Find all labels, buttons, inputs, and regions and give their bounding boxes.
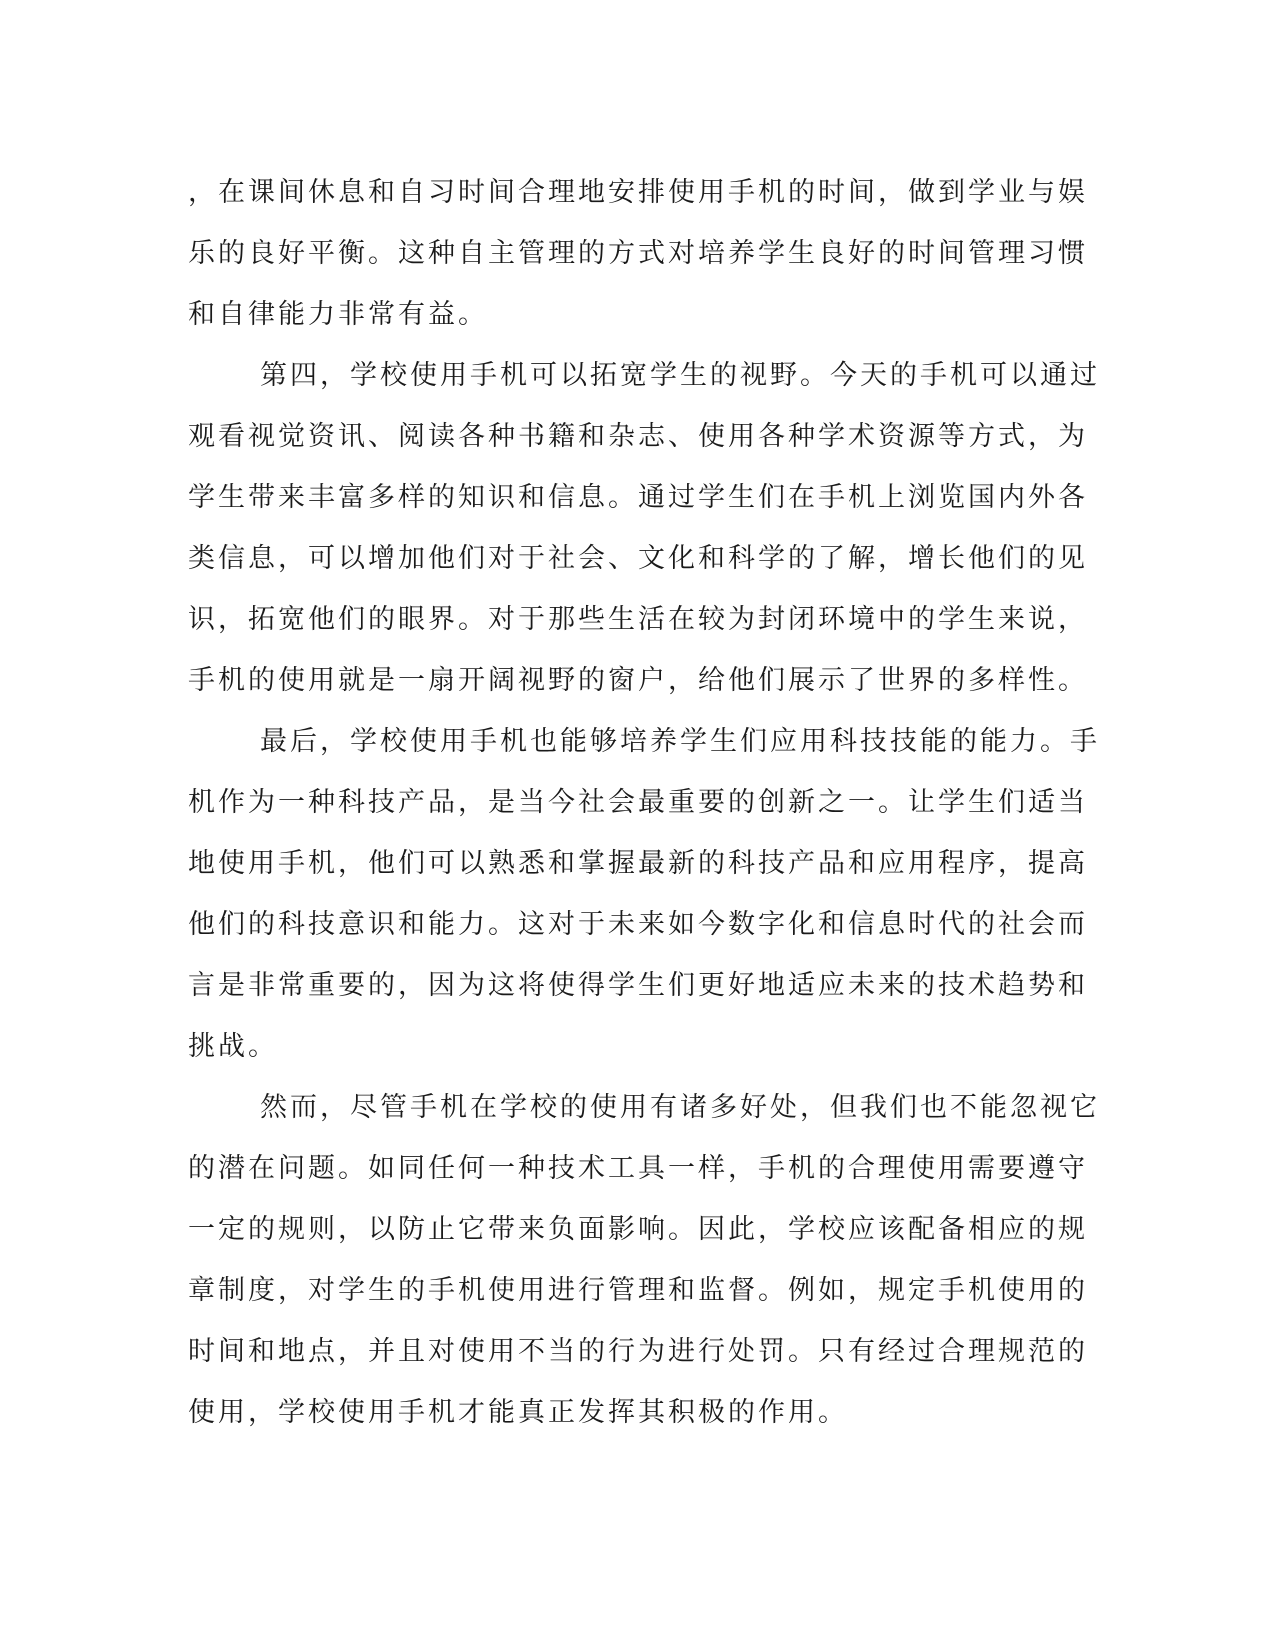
text-line: 观看视觉资讯、阅读各种书籍和杂志、使用各种学术资源等方式，为: [188, 421, 1088, 452]
text-line: 识，拓宽他们的眼界。对于那些生活在较为封闭环境中的学生来说，: [188, 604, 1088, 635]
paragraph-3: [188, 711, 1100, 1077]
paragraph-2: [188, 345, 1100, 711]
text-line: 章制度，对学生的手机使用进行管理和监督。例如，规定手机使用的: [188, 1275, 1088, 1306]
text-line: 地使用手机，他们可以熟悉和掌握最新的科技产品和应用程序，提高: [188, 848, 1088, 879]
text-line: 一定的规则，以防止它带来负面影响。因此，学校应该配备相应的规: [188, 1214, 1088, 1245]
text-line: 第四，学校使用手机可以拓宽学生的视野。今天的手机可以通过: [260, 360, 1100, 391]
text-line: 他们的科技意识和能力。这对于未来如今数字化和信息时代的社会而: [188, 909, 1088, 940]
text-line: 言是非常重要的，因为这将使得学生们更好地适应未来的技术趋势和: [188, 970, 1088, 1001]
text-line: 和自律能力非常有益。: [188, 299, 488, 330]
text-line: 时间和地点，并且对使用不当的行为进行处罚。只有经过合理规范的: [188, 1336, 1088, 1367]
paragraph-4: [188, 1077, 1100, 1443]
text-line: 的潜在问题。如同任何一种技术工具一样，手机的合理使用需要遵守: [188, 1153, 1088, 1184]
text-line: 机作为一种科技产品，是当今社会最重要的创新之一。让学生们适当: [188, 787, 1088, 818]
body-text: [188, 162, 1100, 1443]
text-line: 挑战。: [188, 1031, 278, 1062]
paragraph-1: [188, 162, 1088, 345]
text-line: 使用，学校使用手机才能真正发挥其积极的作用。: [188, 1397, 848, 1428]
text-line: 最后，学校使用手机也能够培养学生们应用科技技能的能力。手: [260, 726, 1100, 757]
text-line: 乐的良好平衡。这种自主管理的方式对培养学生良好的时间管理习惯: [188, 238, 1088, 269]
text-line: ，在课间休息和自习时间合理地安排使用手机的时间，做到学业与娱: [188, 177, 1088, 208]
text-line: 学生带来丰富多样的知识和信息。通过学生们在手机上浏览国内外各: [188, 482, 1088, 513]
text-line: 然而，尽管手机在学校的使用有诸多好处，但我们也不能忽视它: [260, 1092, 1100, 1123]
text-line: 手机的使用就是一扇开阔视野的窗户，给他们展示了世界的多样性。: [188, 665, 1088, 696]
text-line: 类信息，可以增加他们对于社会、文化和科学的了解，增长他们的见: [188, 543, 1088, 574]
